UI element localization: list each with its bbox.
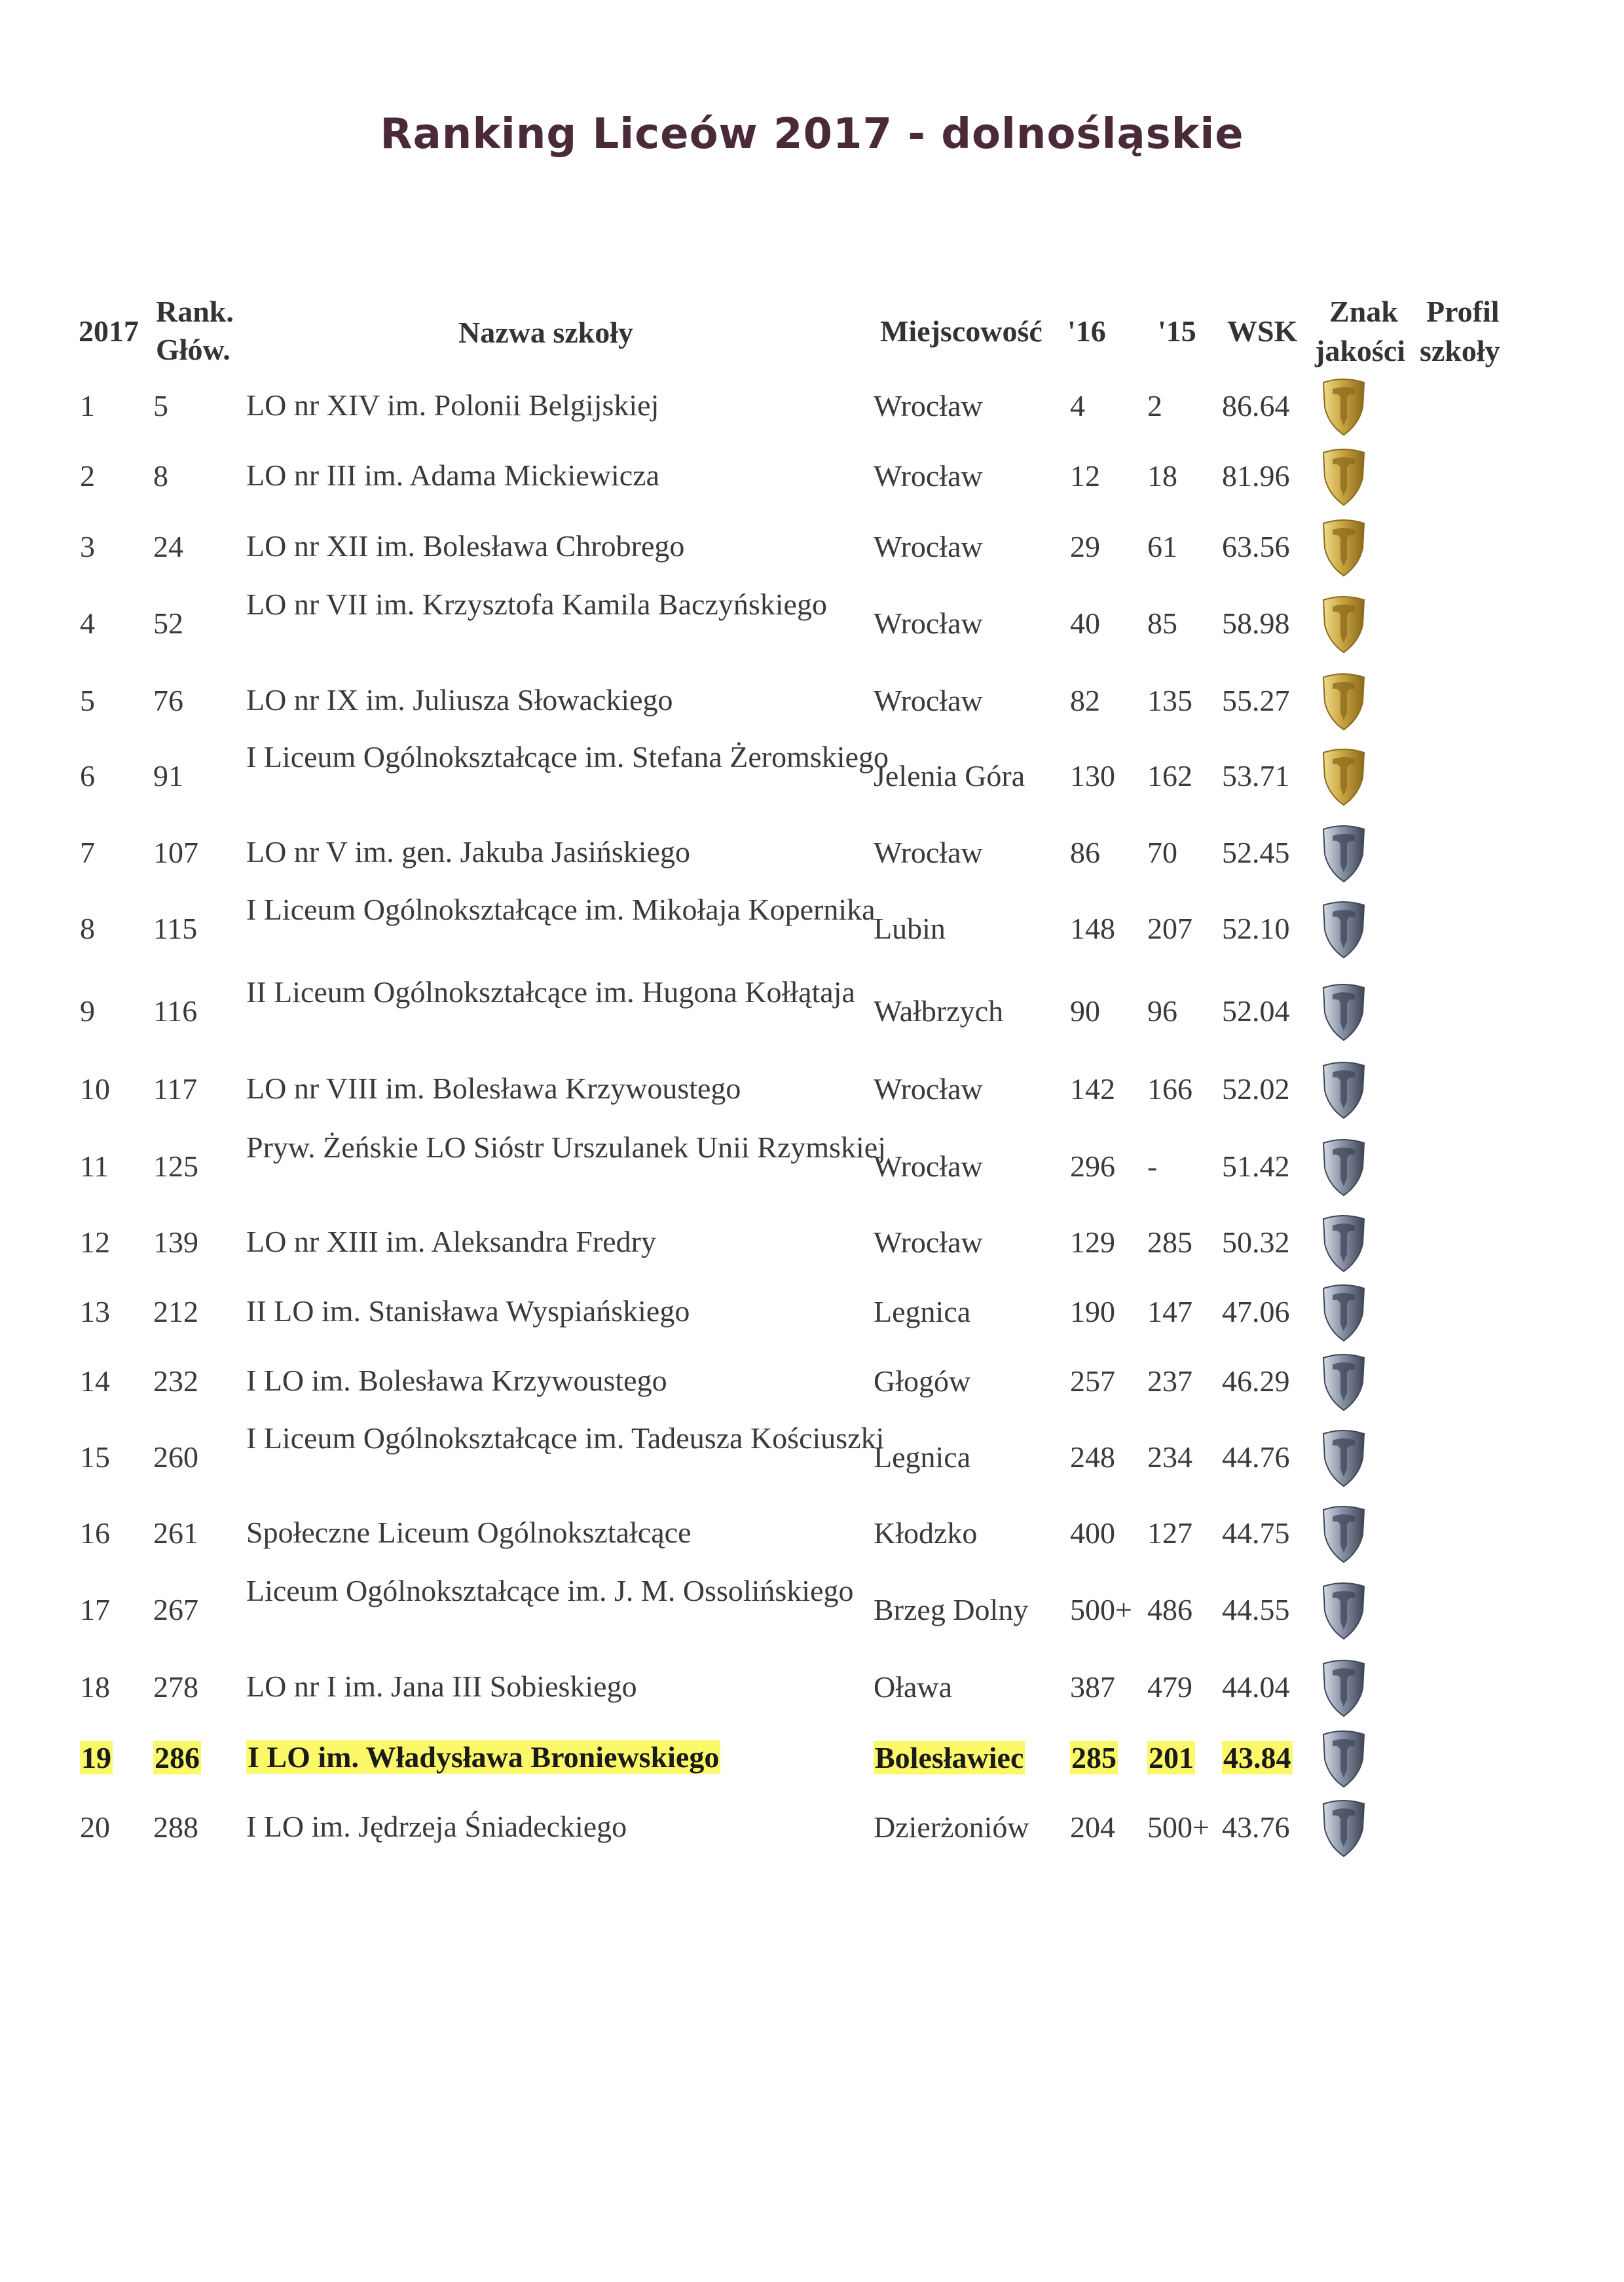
silver-shield-icon xyxy=(1318,899,1369,959)
gold-shield-icon xyxy=(1318,517,1369,577)
cell-y15-text: 234 xyxy=(1147,1440,1192,1474)
cell-y15-text: 18 xyxy=(1147,459,1177,493)
cell-glow-rank-text: 261 xyxy=(153,1516,198,1550)
cell-glow-rank-text: 286 xyxy=(155,1741,200,1775)
cell-wsk xyxy=(1222,910,1290,948)
cell-school-name-text: LO nr VII im. Krzysztofa Kamila Baczyńskiego xyxy=(246,587,827,621)
cell-school-name-text: LO nr XIV im. Polonii Belgijskiej xyxy=(246,388,659,422)
cell-y16-text: 40 xyxy=(1070,607,1100,641)
cell-city-text: Wrocław xyxy=(874,389,983,423)
cell-school-name xyxy=(246,457,973,494)
cell-y15 xyxy=(1147,1148,1157,1186)
cell-city-text: Brzeg Dolny xyxy=(874,1593,1029,1627)
cell-school-name-text: LO nr III im. Adama Mickiewicza xyxy=(246,458,659,493)
cell-rank-text: 5 xyxy=(80,684,95,718)
cell-rank-text: 2 xyxy=(80,459,95,493)
silver-shield-icon xyxy=(1318,1351,1369,1412)
cell-y15 xyxy=(1147,1224,1192,1262)
cell-rank xyxy=(80,1739,113,1777)
cell-y16-text: 387 xyxy=(1070,1670,1115,1704)
cell-school-name-text: Liceum Ogólnokształcące im. J. M. Ossolińskiego xyxy=(246,1573,854,1607)
cell-rank xyxy=(80,1070,110,1108)
cell-y16 xyxy=(1070,387,1085,425)
cell-glow-rank xyxy=(153,1739,201,1777)
cell-rank xyxy=(80,1808,110,1846)
cell-y15 xyxy=(1147,605,1177,643)
cell-school-name-text: Społeczne Liceum Ogólnokształcące xyxy=(246,1516,692,1550)
cell-y15-text: 85 xyxy=(1147,607,1177,641)
cell-school-name xyxy=(246,891,973,928)
cell-y16-text: 296 xyxy=(1070,1150,1115,1184)
cell-wsk xyxy=(1222,605,1290,643)
cell-glow-rank-text: 139 xyxy=(153,1225,198,1260)
cell-wsk xyxy=(1222,757,1290,795)
cell-wsk-text: 44.04 xyxy=(1222,1670,1290,1704)
cell-school-name-text: LO nr XII im. Bolesława Chrobrego xyxy=(246,529,685,563)
cell-city-text: Wrocław xyxy=(874,1225,983,1260)
cell-rank-text: 11 xyxy=(80,1150,109,1184)
cell-wsk-text: 86.64 xyxy=(1222,389,1290,423)
cell-glow-rank xyxy=(153,757,183,795)
cell-rank-text: 7 xyxy=(80,836,95,870)
cell-y15 xyxy=(1147,1668,1192,1706)
cell-city-text: Kłodzko xyxy=(874,1516,978,1550)
cell-y16-text: 204 xyxy=(1070,1810,1115,1844)
cell-wsk xyxy=(1222,1808,1290,1846)
cell-city-text: Wrocław xyxy=(874,836,983,870)
cell-city-text: Wałbrzych xyxy=(874,994,1004,1028)
cell-glow-rank xyxy=(153,992,197,1030)
cell-school-name xyxy=(246,1224,973,1260)
cell-wsk xyxy=(1222,682,1290,720)
cell-wsk xyxy=(1222,1739,1293,1777)
cell-wsk-text: 58.98 xyxy=(1222,607,1290,641)
cell-y15 xyxy=(1147,1514,1192,1552)
cell-y16-text: 82 xyxy=(1070,684,1100,718)
cell-y16-text: 285 xyxy=(1071,1741,1116,1775)
cell-glow-rank-text: 116 xyxy=(153,994,198,1028)
cell-rank-text: 4 xyxy=(80,607,95,641)
header-y15: '15 xyxy=(1158,314,1196,348)
cell-y15-text: 135 xyxy=(1147,684,1192,718)
cell-school-name xyxy=(246,1514,973,1551)
cell-city-text: Wrocław xyxy=(874,607,983,641)
cell-y16 xyxy=(1070,1739,1118,1777)
cell-glow-rank-text: 260 xyxy=(153,1440,198,1474)
cell-y16-text: 190 xyxy=(1070,1295,1115,1329)
cell-y15-text: 96 xyxy=(1147,994,1177,1028)
cell-y15 xyxy=(1147,1362,1192,1400)
header-rank-glow-line2: Głów. xyxy=(156,333,231,366)
cell-y16 xyxy=(1070,1591,1132,1629)
cell-rank xyxy=(80,834,95,872)
cell-city-text: Oława xyxy=(874,1670,953,1704)
cell-y16-text: 29 xyxy=(1070,530,1100,564)
cell-y16 xyxy=(1070,457,1100,495)
cell-rank-text: 18 xyxy=(80,1670,110,1704)
cell-school-name-text: I Liceum Ogólnokształcące im. Stefana Żeromskiego xyxy=(246,739,889,774)
cell-y15-text: 486 xyxy=(1147,1593,1192,1627)
header-rank-glow-line1: Rank. xyxy=(156,295,234,328)
cell-y16 xyxy=(1070,1438,1115,1476)
cell-city-text: Głogów xyxy=(874,1364,971,1398)
cell-wsk-text: 43.84 xyxy=(1223,1741,1291,1775)
cell-city-text: Wrocław xyxy=(874,530,983,564)
cell-wsk xyxy=(1222,1514,1290,1552)
cell-rank-text: 12 xyxy=(80,1225,110,1260)
cell-glow-rank xyxy=(153,1362,198,1400)
cell-school-name xyxy=(246,682,973,719)
silver-shield-icon xyxy=(1318,823,1369,883)
cell-glow-rank-text: 278 xyxy=(153,1670,198,1704)
cell-y16 xyxy=(1070,682,1100,720)
header-profile-line1: Profil xyxy=(1426,295,1500,328)
cell-wsk-text: 50.32 xyxy=(1222,1225,1290,1260)
cell-y16-text: 130 xyxy=(1070,759,1115,793)
cell-glow-rank xyxy=(153,1224,198,1262)
cell-wsk-text: 52.10 xyxy=(1222,912,1290,946)
cell-y16-text: 12 xyxy=(1070,459,1100,493)
silver-shield-icon xyxy=(1318,1580,1369,1640)
cell-y15 xyxy=(1147,682,1192,720)
cell-wsk-text: 63.56 xyxy=(1222,530,1290,564)
gold-shield-icon xyxy=(1318,671,1369,731)
cell-wsk xyxy=(1222,834,1290,872)
cell-rank-text: 15 xyxy=(80,1440,110,1474)
silver-shield-icon xyxy=(1318,1136,1369,1197)
cell-glow-rank-text: 52 xyxy=(153,607,183,641)
silver-shield-icon xyxy=(1318,1282,1369,1342)
cell-y15 xyxy=(1147,757,1192,795)
cell-city-text: Legnica xyxy=(874,1440,971,1474)
cell-glow-rank xyxy=(153,457,168,495)
cell-y16-text: 86 xyxy=(1070,836,1100,870)
cell-school-name xyxy=(246,586,973,623)
cell-y16 xyxy=(1070,757,1115,795)
cell-wsk xyxy=(1222,1362,1290,1400)
cell-school-name-text: I LO im. Bolesława Krzywoustego xyxy=(246,1364,667,1398)
cell-y16 xyxy=(1070,910,1115,948)
cell-wsk-text: 81.96 xyxy=(1222,459,1290,493)
cell-glow-rank xyxy=(153,1668,198,1706)
page-title: Ranking Liceów 2017 - dolnośląskie xyxy=(380,110,1244,159)
cell-glow-rank xyxy=(153,605,183,643)
cell-y15-text: 500+ xyxy=(1147,1810,1209,1844)
cell-y16 xyxy=(1070,1808,1115,1846)
cell-y15-text: 285 xyxy=(1147,1225,1192,1260)
silver-shield-icon xyxy=(1318,1059,1369,1119)
cell-rank-text: 20 xyxy=(80,1810,110,1844)
cell-glow-rank xyxy=(153,1514,198,1552)
cell-wsk xyxy=(1222,1293,1290,1331)
cell-glow-rank xyxy=(153,387,168,425)
cell-y15-text: 162 xyxy=(1147,759,1192,793)
cell-y16-text: 142 xyxy=(1070,1072,1115,1106)
cell-y16-text: 257 xyxy=(1070,1364,1115,1398)
cell-school-name-text: I LO im. Jędrzeja Śniadeckiego xyxy=(246,1810,627,1844)
cell-y15-text: 201 xyxy=(1149,1741,1194,1775)
cell-y15 xyxy=(1147,910,1192,948)
gold-shield-icon xyxy=(1318,746,1369,806)
cell-school-name xyxy=(246,1070,973,1107)
header-y16: '16 xyxy=(1067,314,1106,348)
cell-rank xyxy=(80,1514,110,1552)
cell-wsk xyxy=(1222,1148,1290,1186)
header-city: Miejscowość xyxy=(880,314,1043,348)
cell-wsk-text: 44.76 xyxy=(1222,1440,1290,1474)
cell-school-name xyxy=(246,1573,973,1609)
header-quality-line1: Znak xyxy=(1329,295,1398,328)
cell-wsk xyxy=(1222,387,1290,425)
cell-glow-rank-text: 117 xyxy=(153,1072,198,1106)
cell-city-text: Jelenia Góra xyxy=(874,759,1025,793)
cell-glow-rank-text: 5 xyxy=(153,389,168,423)
cell-y15 xyxy=(1147,1293,1192,1331)
cell-rank-text: 9 xyxy=(80,994,95,1028)
header-profile-line2: szkoły xyxy=(1420,334,1500,367)
cell-rank-text: 19 xyxy=(81,1741,111,1775)
cell-y16-text: 500+ xyxy=(1070,1593,1132,1627)
cell-rank xyxy=(80,1148,109,1186)
cell-y15 xyxy=(1147,1591,1192,1629)
gold-shield-icon xyxy=(1318,593,1369,654)
cell-rank-text: 10 xyxy=(80,1072,110,1106)
cell-rank xyxy=(80,910,95,948)
cell-y16 xyxy=(1070,605,1100,643)
cell-glow-rank-text: 232 xyxy=(153,1364,198,1398)
cell-y15-text: 207 xyxy=(1147,912,1192,946)
cell-y15-text: 237 xyxy=(1147,1364,1192,1398)
cell-wsk-text: 52.45 xyxy=(1222,836,1290,870)
cell-glow-rank xyxy=(153,834,198,872)
cell-rank xyxy=(80,1224,110,1262)
cell-y15 xyxy=(1147,992,1177,1030)
cell-city-text: Wrocław xyxy=(874,1150,983,1184)
cell-rank xyxy=(80,1591,110,1629)
cell-glow-rank xyxy=(153,1438,198,1476)
cell-y15-text: - xyxy=(1147,1150,1158,1184)
cell-y15-text: 166 xyxy=(1147,1072,1192,1106)
cell-wsk xyxy=(1222,1591,1290,1629)
cell-y16 xyxy=(1070,1362,1115,1400)
cell-wsk-text: 46.29 xyxy=(1222,1364,1290,1398)
cell-wsk-text: 51.42 xyxy=(1222,1150,1290,1184)
cell-rank xyxy=(80,1668,110,1706)
cell-wsk xyxy=(1222,1438,1290,1476)
cell-school-name-text: I LO im. Władysława Broniewskiego xyxy=(248,1740,720,1774)
cell-city-text: Lubin xyxy=(874,912,946,946)
cell-glow-rank xyxy=(153,910,197,948)
cell-y15 xyxy=(1147,1438,1192,1476)
cell-school-name-text: LO nr XIII im. Aleksandra Fredry xyxy=(246,1225,656,1259)
cell-rank xyxy=(80,457,95,495)
cell-glow-rank-text: 107 xyxy=(153,836,198,870)
cell-glow-rank-text: 267 xyxy=(153,1593,198,1627)
cell-school-name-text: II LO im. Stanisława Wyspiańskiego xyxy=(246,1294,690,1328)
cell-rank-text: 1 xyxy=(80,389,95,423)
cell-y16-text: 4 xyxy=(1070,389,1085,423)
cell-y16 xyxy=(1070,834,1100,872)
cell-wsk-text: 52.02 xyxy=(1222,1072,1290,1106)
cell-school-name xyxy=(246,834,973,870)
cell-glow-rank-text: 125 xyxy=(153,1150,198,1184)
cell-rank xyxy=(80,682,95,720)
cell-school-name xyxy=(246,1362,973,1399)
cell-y16-text: 148 xyxy=(1070,912,1115,946)
cell-rank xyxy=(80,528,95,566)
cell-school-name-text: LO nr I im. Jana III Sobieskiego xyxy=(246,1670,637,1704)
cell-rank xyxy=(80,605,95,643)
cell-y16-text: 400 xyxy=(1070,1516,1115,1550)
cell-y16 xyxy=(1070,1293,1115,1331)
cell-y15-text: 2 xyxy=(1147,389,1162,423)
silver-shield-icon xyxy=(1318,1503,1369,1563)
cell-y15 xyxy=(1147,1739,1195,1777)
cell-rank-text: 13 xyxy=(80,1295,110,1329)
cell-school-name-text: Pryw. Żeńskie LO Sióstr Urszulanek Unii Rzymskiej xyxy=(246,1130,886,1164)
cell-glow-rank-text: 288 xyxy=(153,1810,198,1844)
cell-y16-text: 90 xyxy=(1070,994,1100,1028)
cell-rank-text: 8 xyxy=(80,912,95,946)
cell-glow-rank xyxy=(153,1591,198,1629)
cell-rank-text: 6 xyxy=(80,759,95,793)
header-rank-2017: 2017 xyxy=(79,314,139,348)
cell-glow-rank xyxy=(153,1070,197,1108)
cell-y16 xyxy=(1070,1148,1115,1186)
cell-wsk-text: 53.71 xyxy=(1222,759,1290,793)
silver-shield-icon xyxy=(1318,1427,1369,1487)
gold-shield-icon xyxy=(1318,446,1369,506)
cell-city-text: Legnica xyxy=(874,1295,971,1329)
header-wsk: WSK xyxy=(1227,314,1298,348)
header-quality-line2: jakości xyxy=(1315,334,1405,367)
cell-rank xyxy=(80,1362,110,1400)
cell-glow-rank xyxy=(153,1808,198,1846)
cell-y16 xyxy=(1070,528,1100,566)
cell-y16-text: 129 xyxy=(1070,1225,1115,1260)
cell-wsk xyxy=(1222,528,1290,566)
cell-y16-text: 248 xyxy=(1070,1440,1115,1474)
cell-school-name-text: LO nr V im. gen. Jakuba Jasińskiego xyxy=(246,835,691,869)
cell-city-text: Wrocław xyxy=(874,684,983,718)
cell-y16 xyxy=(1070,1224,1115,1262)
cell-glow-rank-text: 212 xyxy=(153,1295,198,1329)
cell-school-name-text: LO nr VIII im. Bolesława Krzywoustego xyxy=(246,1072,741,1106)
cell-y16 xyxy=(1070,1514,1115,1552)
cell-rank xyxy=(80,387,95,425)
cell-y15 xyxy=(1147,1070,1192,1108)
silver-shield-icon xyxy=(1318,1212,1369,1273)
cell-rank-text: 16 xyxy=(80,1516,110,1550)
cell-glow-rank-text: 76 xyxy=(153,684,183,718)
cell-wsk xyxy=(1222,1224,1290,1262)
cell-y15-text: 127 xyxy=(1147,1516,1192,1550)
cell-wsk-text: 44.75 xyxy=(1222,1516,1290,1550)
cell-wsk-text: 43.76 xyxy=(1222,1810,1290,1844)
cell-wsk xyxy=(1222,457,1290,495)
cell-y15-text: 61 xyxy=(1147,530,1177,564)
cell-y16 xyxy=(1070,1668,1115,1706)
cell-school-name xyxy=(246,528,973,565)
cell-rank-text: 17 xyxy=(80,1593,110,1627)
cell-glow-rank xyxy=(153,1148,198,1186)
cell-school-name xyxy=(246,387,973,424)
cell-school-name xyxy=(246,1420,973,1457)
cell-school-name-text: LO nr IX im. Juliusza Słowackiego xyxy=(246,683,673,717)
cell-wsk xyxy=(1222,1668,1290,1706)
cell-wsk xyxy=(1222,992,1290,1030)
cell-wsk-text: 47.06 xyxy=(1222,1295,1290,1329)
cell-glow-rank-text: 115 xyxy=(153,912,198,946)
cell-wsk-text: 52.04 xyxy=(1222,994,1290,1028)
cell-y16 xyxy=(1070,1070,1115,1108)
silver-shield-icon xyxy=(1318,1728,1369,1788)
cell-y15 xyxy=(1147,834,1177,872)
cell-rank xyxy=(80,992,95,1030)
cell-school-name xyxy=(246,1808,973,1845)
cell-city-text: Bolesławiec xyxy=(875,1741,1024,1775)
cell-y15-text: 70 xyxy=(1147,836,1177,870)
cell-glow-rank-text: 8 xyxy=(153,459,168,493)
cell-glow-rank xyxy=(153,682,183,720)
cell-school-name xyxy=(246,1129,973,1166)
cell-y15 xyxy=(1147,387,1162,425)
cell-rank-text: 3 xyxy=(80,530,95,564)
cell-rank-text: 14 xyxy=(80,1364,110,1398)
cell-y15 xyxy=(1147,1808,1209,1846)
cell-school-name xyxy=(246,739,973,776)
cell-school-name xyxy=(246,1668,973,1705)
cell-rank xyxy=(80,757,95,795)
cell-school-name xyxy=(246,1293,973,1330)
cell-y15 xyxy=(1147,457,1177,495)
cell-school-name-text: I Liceum Ogólnokształcące im. Mikołaja Kopernika xyxy=(246,892,876,926)
cell-school-name xyxy=(246,1739,973,1776)
silver-shield-icon xyxy=(1318,1657,1369,1717)
gold-shield-icon xyxy=(1318,376,1369,436)
cell-city-text: Wrocław xyxy=(874,1072,983,1106)
cell-glow-rank-text: 91 xyxy=(153,759,183,793)
header-school-name: Nazwa szkoły xyxy=(458,316,634,349)
cell-school-name-text: I Liceum Ogólnokształcące im. Tadeusza Kościuszki xyxy=(246,1421,885,1455)
cell-rank xyxy=(80,1438,110,1476)
cell-glow-rank xyxy=(153,528,183,566)
silver-shield-icon xyxy=(1318,1797,1369,1858)
cell-rank xyxy=(80,1293,110,1331)
cell-city-text: Wrocław xyxy=(874,459,983,493)
cell-wsk-text: 55.27 xyxy=(1222,684,1290,718)
cell-city-text: Dzierżoniów xyxy=(874,1810,1029,1844)
cell-y15 xyxy=(1147,528,1177,566)
cell-glow-rank xyxy=(153,1293,198,1331)
cell-y15-text: 479 xyxy=(1147,1670,1192,1704)
cell-y16 xyxy=(1070,992,1100,1030)
cell-school-name-text: II Liceum Ogólnokształcące im. Hugona Kołłątaja xyxy=(246,975,855,1009)
cell-wsk xyxy=(1222,1070,1290,1108)
cell-y15-text: 147 xyxy=(1147,1295,1192,1329)
cell-glow-rank-text: 24 xyxy=(153,530,183,564)
silver-shield-icon xyxy=(1318,981,1369,1041)
cell-wsk-text: 44.55 xyxy=(1222,1593,1290,1627)
cell-school-name xyxy=(246,974,973,1011)
